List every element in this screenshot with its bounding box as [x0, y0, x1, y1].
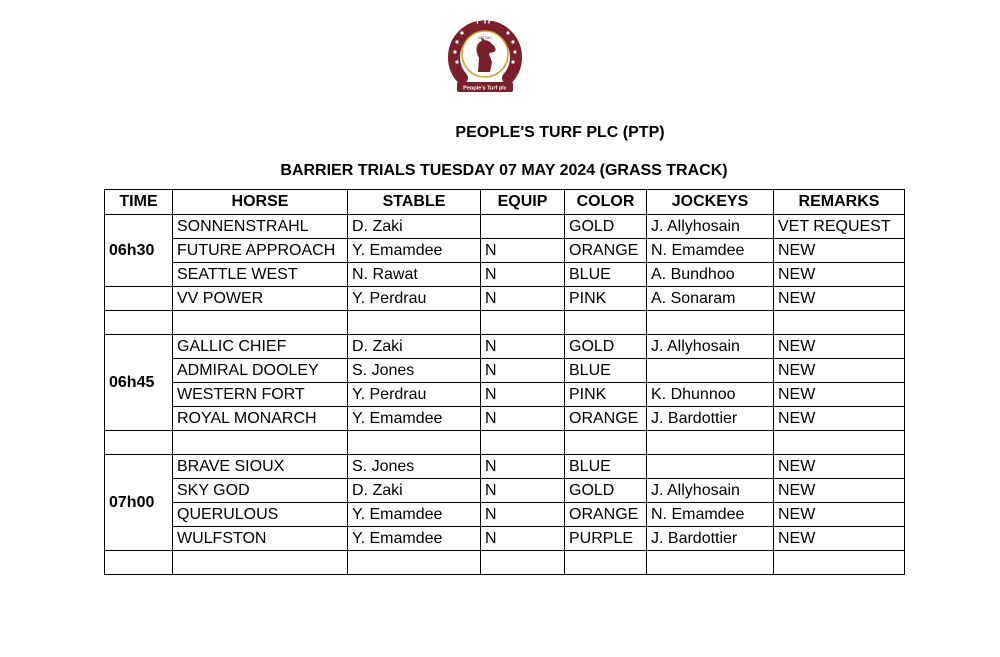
horse-cell: GALLIC CHIEF — [173, 335, 348, 359]
color-cell: GOLD — [565, 479, 647, 503]
equip-cell: N — [481, 335, 565, 359]
column-header-jockeys: JOCKEYS — [647, 190, 774, 215]
logo-seal-text: EST 2021 — [477, 36, 493, 40]
table-body — [105, 215, 905, 575]
horse-cell: ADMIRAL DOOLEY — [173, 359, 348, 383]
jockey-cell: A. Sonaram — [647, 287, 774, 311]
equip-cell: N — [481, 239, 565, 263]
equip-cell: N — [481, 479, 565, 503]
table-row — [105, 359, 905, 383]
jockey-cell: J. Bardottier — [647, 407, 774, 431]
jockey-cell — [647, 431, 774, 455]
stable-cell — [348, 431, 481, 455]
stable-cell: Y. Emamdee — [348, 239, 481, 263]
barrier-trials-title: BARRIER TRIALS TUESDAY 07 MAY 2024 (GRASS TRACK) — [280, 162, 728, 179]
table-row — [105, 479, 905, 503]
logo-banner-text: People's Turf plc — [463, 85, 507, 92]
jockey-cell: J. Allyhosain — [647, 335, 774, 359]
horse-cell: ROYAL MONARCH — [173, 407, 348, 431]
remarks-cell: NEW — [774, 239, 905, 263]
horse-cell: BRAVE SIOUX — [173, 455, 348, 479]
remarks-cell: NEW — [774, 335, 905, 359]
time-cell: 06h45 — [105, 335, 173, 431]
remarks-cell: NEW — [774, 287, 905, 311]
equip-cell: N — [481, 383, 565, 407]
color-cell: ORANGE — [565, 503, 647, 527]
time-cell: 07h00 — [105, 455, 173, 551]
color-cell: ORANGE — [565, 407, 647, 431]
table-row — [105, 383, 905, 407]
remarks-cell: NEW — [774, 383, 905, 407]
equip-cell: N — [481, 503, 565, 527]
remarks-cell — [774, 551, 905, 575]
equip-cell: N — [481, 287, 565, 311]
column-header-equip: EQUIP — [481, 190, 565, 215]
time-cell — [105, 431, 173, 455]
jockey-cell: N. Emamdee — [647, 503, 774, 527]
time-cell — [105, 311, 173, 335]
equip-cell: N — [481, 407, 565, 431]
jockey-cell — [647, 551, 774, 575]
stable-cell — [348, 551, 481, 575]
equip-cell: N — [481, 527, 565, 551]
remarks-cell: VET REQUEST — [774, 215, 905, 239]
horse-cell: QUERULOUS — [173, 503, 348, 527]
color-cell — [565, 551, 647, 575]
table-row — [105, 215, 905, 239]
column-header-horse: HORSE — [173, 190, 348, 215]
stable-cell: Y. Emamdee — [348, 503, 481, 527]
horse-cell: WULFSTON — [173, 527, 348, 551]
color-cell: PURPLE — [565, 527, 647, 551]
organization-title: PEOPLE'S TURF PLC (PTP) — [455, 124, 665, 141]
remarks-cell: NEW — [774, 527, 905, 551]
color-cell: BLUE — [565, 359, 647, 383]
color-cell: GOLD — [565, 335, 647, 359]
table-row — [105, 287, 905, 311]
jockey-cell: J. Allyhosain — [647, 215, 774, 239]
remarks-cell: NEW — [774, 503, 905, 527]
stable-cell: Y. Emamdee — [348, 527, 481, 551]
column-header-time: TIME — [105, 190, 173, 215]
stable-cell: D. Zaki — [348, 335, 481, 359]
color-cell: GOLD — [565, 215, 647, 239]
column-header-stable: STABLE — [348, 190, 481, 215]
remarks-cell — [774, 431, 905, 455]
horse-cell: FUTURE APPROACH — [173, 239, 348, 263]
remarks-cell — [774, 311, 905, 335]
table-row — [105, 263, 905, 287]
ptp-logo — [448, 12, 522, 98]
stable-cell: Y. Perdrau — [348, 383, 481, 407]
jockey-cell: K. Dhunnoo — [647, 383, 774, 407]
table-row — [105, 527, 905, 551]
table-row — [105, 335, 905, 359]
stable-cell: N. Rawat — [348, 263, 481, 287]
jockey-cell — [647, 311, 774, 335]
table-row — [105, 431, 905, 455]
color-cell: BLUE — [565, 263, 647, 287]
table-row — [105, 407, 905, 431]
jockey-cell: J. Allyhosain — [647, 479, 774, 503]
remarks-cell: NEW — [774, 263, 905, 287]
remarks-cell: NEW — [774, 479, 905, 503]
stable-cell: D. Zaki — [348, 215, 481, 239]
table-row — [105, 455, 905, 479]
stable-cell: Y. Emamdee — [348, 407, 481, 431]
table-row — [105, 311, 905, 335]
horse-cell: WESTERN FORT — [173, 383, 348, 407]
equip-cell: N — [481, 359, 565, 383]
column-header-color: COLOR — [565, 190, 647, 215]
horse-cell — [173, 551, 348, 575]
time-cell — [105, 551, 173, 575]
equip-cell: N — [481, 263, 565, 287]
stable-cell: S. Jones — [348, 455, 481, 479]
equip-cell — [481, 551, 565, 575]
column-header-remarks: REMARKS — [774, 190, 905, 215]
time-cell: 06h30 — [105, 215, 173, 287]
table-header-row — [105, 190, 905, 215]
jockey-cell — [647, 455, 774, 479]
table-row — [105, 503, 905, 527]
color-cell: BLUE — [565, 455, 647, 479]
remarks-cell: NEW — [774, 407, 905, 431]
jockey-cell: N. Emamdee — [647, 239, 774, 263]
logo-top-text: PTP — [476, 15, 494, 26]
stable-cell: S. Jones — [348, 359, 481, 383]
jockey-cell — [647, 359, 774, 383]
color-cell: ORANGE — [565, 239, 647, 263]
equip-cell — [481, 431, 565, 455]
time-cell — [105, 287, 173, 311]
table-row — [105, 239, 905, 263]
horse-cell: VV POWER — [173, 287, 348, 311]
horse-cell: SONNENSTRAHL — [173, 215, 348, 239]
jockey-cell: A. Bundhoo — [647, 263, 774, 287]
barrier-trials-table — [104, 189, 905, 575]
equip-cell: N — [481, 455, 565, 479]
horse-cell: SKY GOD — [173, 479, 348, 503]
table-row — [105, 551, 905, 575]
equip-cell — [481, 311, 565, 335]
horse-cell — [173, 311, 348, 335]
stable-cell: D. Zaki — [348, 479, 481, 503]
color-cell: PINK — [565, 383, 647, 407]
color-cell: PINK — [565, 287, 647, 311]
jockey-cell: J. Bardottier — [647, 527, 774, 551]
color-cell — [565, 311, 647, 335]
remarks-cell: NEW — [774, 455, 905, 479]
horse-cell — [173, 431, 348, 455]
remarks-cell: NEW — [774, 359, 905, 383]
stable-cell: Y. Perdrau — [348, 287, 481, 311]
horse-cell: SEATTLE WEST — [173, 263, 348, 287]
stable-cell — [348, 311, 481, 335]
equip-cell — [481, 215, 565, 239]
color-cell — [565, 431, 647, 455]
